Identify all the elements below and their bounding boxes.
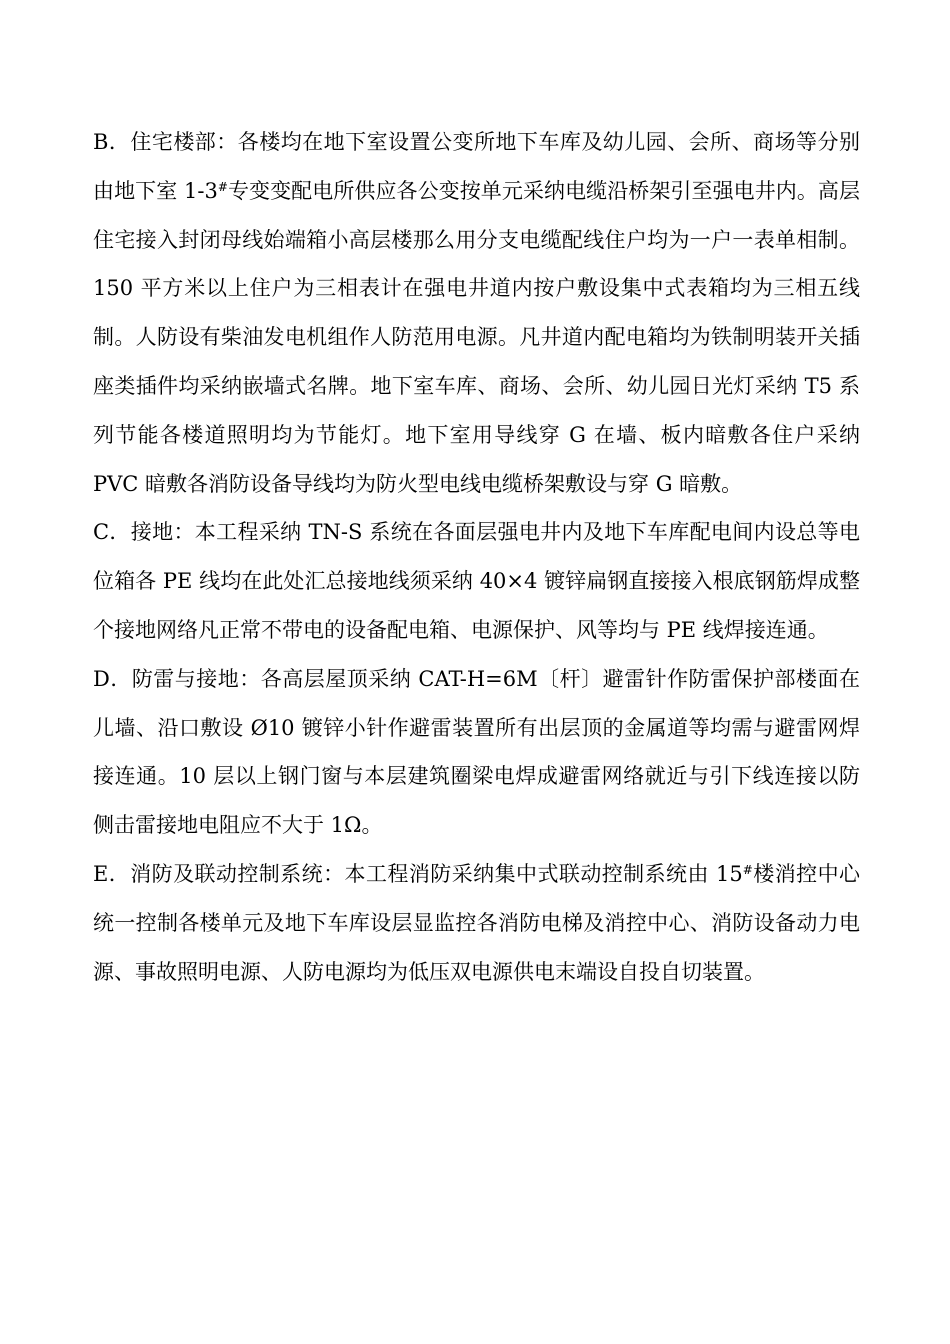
paragraph-b-residential — [93, 118, 860, 508]
paragraph-d-lightning — [93, 655, 860, 850]
paragraph-b-text-1: B．住宅楼部：各楼均在地下室设置公变所地下车库及幼儿园、会所、商场等分别由地下室 1-3 — [93, 130, 860, 203]
document-page — [93, 118, 860, 996]
paragraph-c-grounding — [93, 508, 860, 654]
paragraph-e-text-2: 楼消控中心统一控制各楼单元及地下车库设层显监控各消防电梯及消控中心、消防设备动力电源、事故照明电源、人防电源均为低压双电源供电末端设自投自切装置。 — [93, 861, 860, 984]
paragraph-e-superscript: # — [742, 862, 753, 877]
paragraph-e-fire-control — [93, 850, 860, 996]
paragraph-b-text-2: 专变变配电所供应各公变按单元采纳电缆沿桥架引至强电井内。高层住宅接入封闭母线始端箱小高层楼那么用分支电缆配线住户均为一户一表单相制。150 平方米以上住户为三相表计在强电井道内按户敷设集中式表箱均为三相五线制。人防设有柴油发电机组作人防范用电源。凡井道内配电箱均为铁制明装开关插座类插件均采纳嵌墙式名牌。地下室车库、商场、会所、幼儿园日光灯采纳 T5 系列节能各楼道照明均为节能灯。地下室用导线穿 G 在墙、板内暗敷各住户采纳 PVC 暗敷各消防设备导线均为防火型电线电缆桥架敷设与穿 G 暗敷。 — [93, 178, 860, 496]
paragraph-b-superscript: # — [217, 179, 228, 194]
paragraph-c-text: C．接地：本工程采纳 TN-S 系统在各面层强电井内及地下车库配电间内设总等电位箱各 PE 线均在此处汇总接地线须采纳 40×4 镀锌扁钢直接接入根底钢筋焊成整个接地网络凡正常不带电的设备配电箱、电源保护、风等均与 PE 线焊接连通。 — [93, 520, 860, 642]
paragraph-d-text: D．防雷与接地：各高层屋顶采纳 CAT-H=6M〔杆〕避雷针作防雷保护部楼面在儿墙、沿口敷设 Ø10 镀锌小针作避雷装置所有出层顶的金属道等均需与避雷网焊接连通。10 层以上钢门窗与本层建筑圈梁电焊成避雷网络就近与引下线连接以防侧击雷接地电阻应不大于 1Ω。 — [93, 666, 860, 838]
paragraph-e-text-1: E．消防及联动控制系统：本工程消防采纳集中式联动控制系统由 15 — [93, 861, 743, 886]
